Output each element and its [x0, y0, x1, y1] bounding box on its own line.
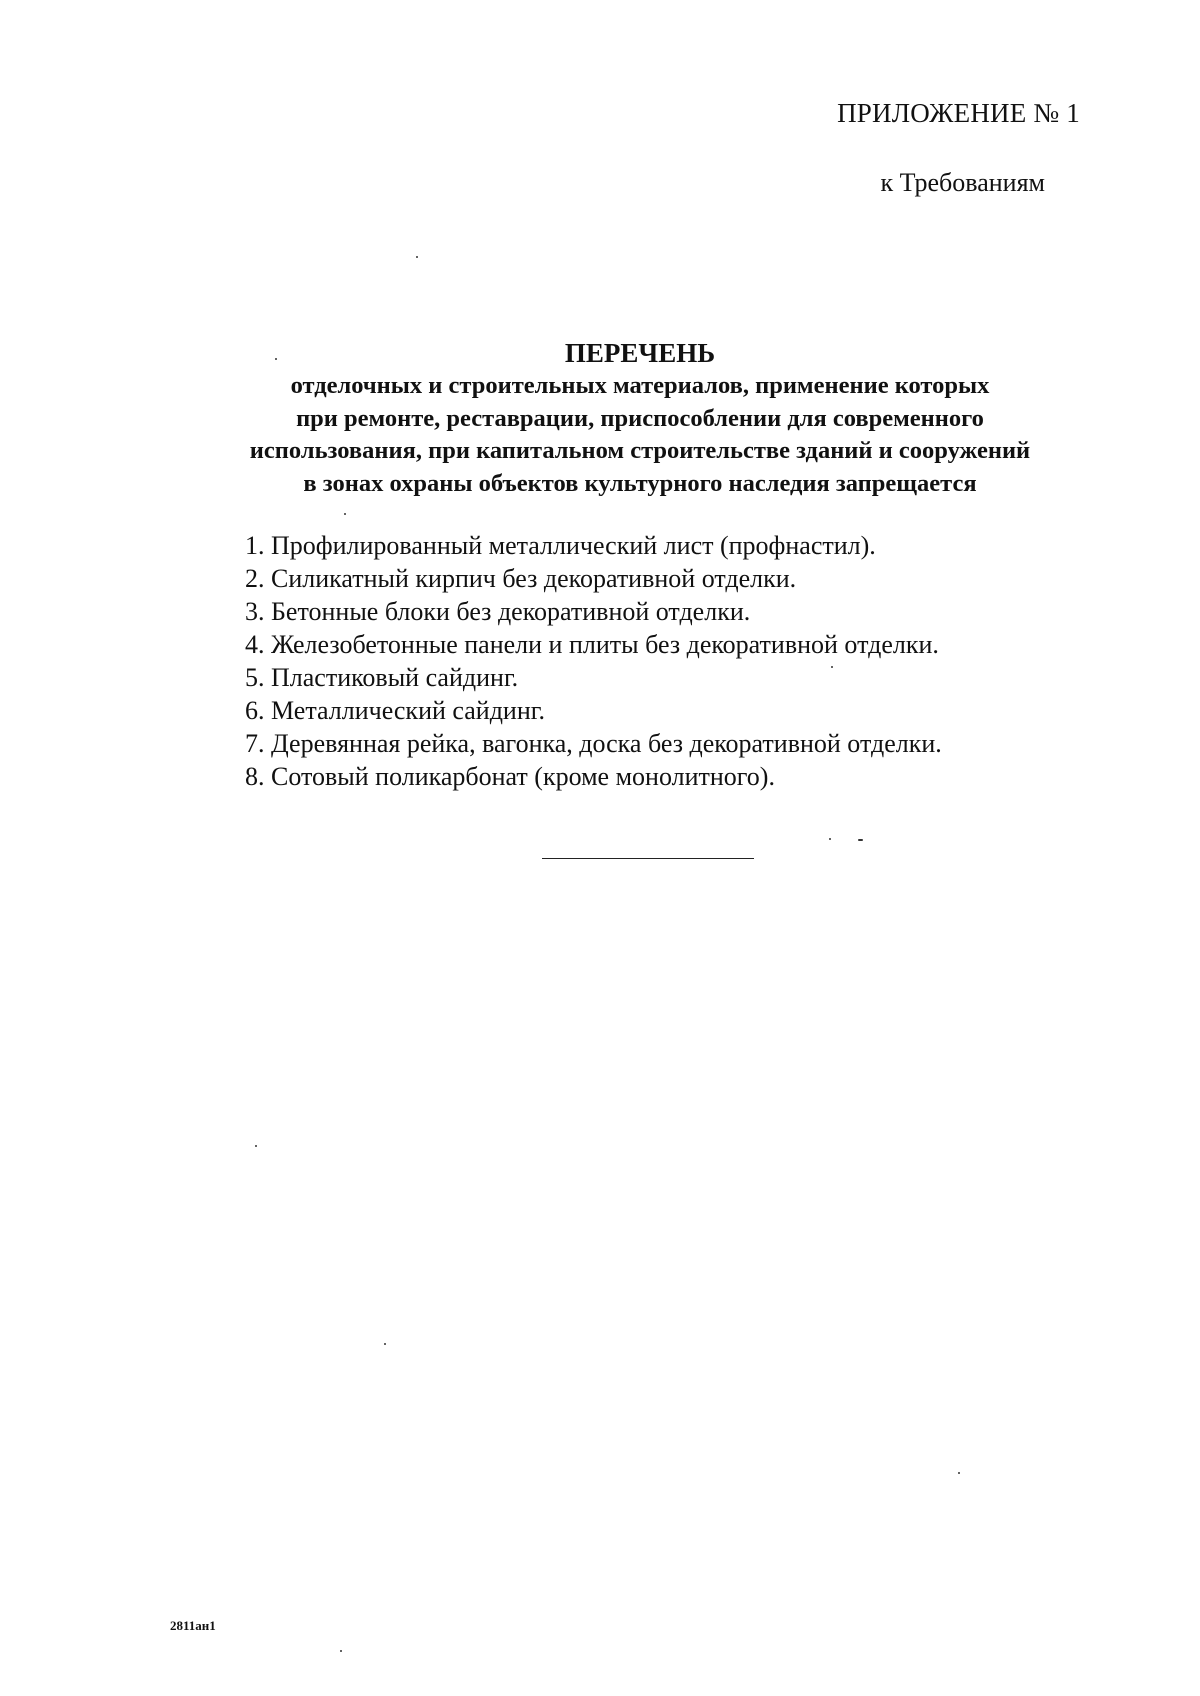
list-item — [245, 661, 1105, 694]
list-item — [245, 760, 1105, 793]
materials-list — [245, 529, 1105, 793]
end-divider-line — [542, 858, 754, 859]
appendix-title: ПРИЛОЖЕНИЕ № 1 — [837, 98, 1080, 128]
list-item — [245, 628, 1105, 661]
item-text: Силикатный кирпич без декоративной отделки. — [271, 564, 797, 593]
item-text: Деревянная рейка, вагонка, доска без декоративной отделки. — [271, 729, 942, 758]
heading-line-3: использования, при капитальном строительстве зданий и сооружений — [249, 437, 1031, 464]
item-number: 8. — [245, 762, 265, 791]
list-item — [245, 694, 1105, 727]
scan-speck — [829, 838, 831, 840]
item-text: Профилированный металлический лист (профнастил). — [271, 531, 876, 560]
item-text: Бетонные блоки без декоративной отделки. — [271, 597, 751, 626]
item-text: Железобетонные панели и плиты без декоративной отделки. — [271, 630, 939, 659]
document-heading — [150, 336, 1130, 500]
scan-speck — [858, 839, 863, 841]
list-item — [245, 529, 1105, 562]
scan-speck — [340, 1650, 342, 1652]
item-number: 3. — [245, 597, 265, 626]
scan-speck — [344, 513, 346, 515]
scan-speck — [384, 1343, 386, 1345]
item-number: 1. — [245, 531, 265, 560]
heading-line-1: отделочных и строительных материалов, применение которых — [290, 372, 990, 399]
item-number: 4. — [245, 630, 265, 659]
item-text: Пластиковый сайдинг. — [271, 663, 519, 692]
document-code: 2811ан1 — [170, 1618, 216, 1633]
scan-speck — [416, 256, 418, 258]
item-text: Сотовый поликарбонат (кроме монолитного). — [271, 762, 775, 791]
list-item — [245, 727, 1105, 760]
item-number: 6. — [245, 696, 265, 725]
scan-speck — [831, 666, 833, 668]
list-item — [245, 562, 1105, 595]
item-number: 5. — [245, 663, 265, 692]
heading-line-2: при ремонте, реставрации, приспособлении для современного — [296, 404, 984, 432]
item-number: 2. — [245, 564, 265, 593]
item-text: Металлический сайдинг. — [271, 696, 545, 725]
list-item — [245, 595, 1105, 628]
item-number: 7. — [245, 729, 265, 758]
appendix-subtitle: к Требованиям — [880, 168, 1045, 197]
heading-main: ПЕРЕЧЕНЬ — [564, 338, 716, 368]
scan-speck — [958, 1472, 960, 1474]
scan-speck — [275, 358, 277, 360]
scan-speck — [255, 1145, 257, 1147]
heading-line-4: в зонах охраны объектов культурного наследия запрещается — [303, 469, 977, 497]
